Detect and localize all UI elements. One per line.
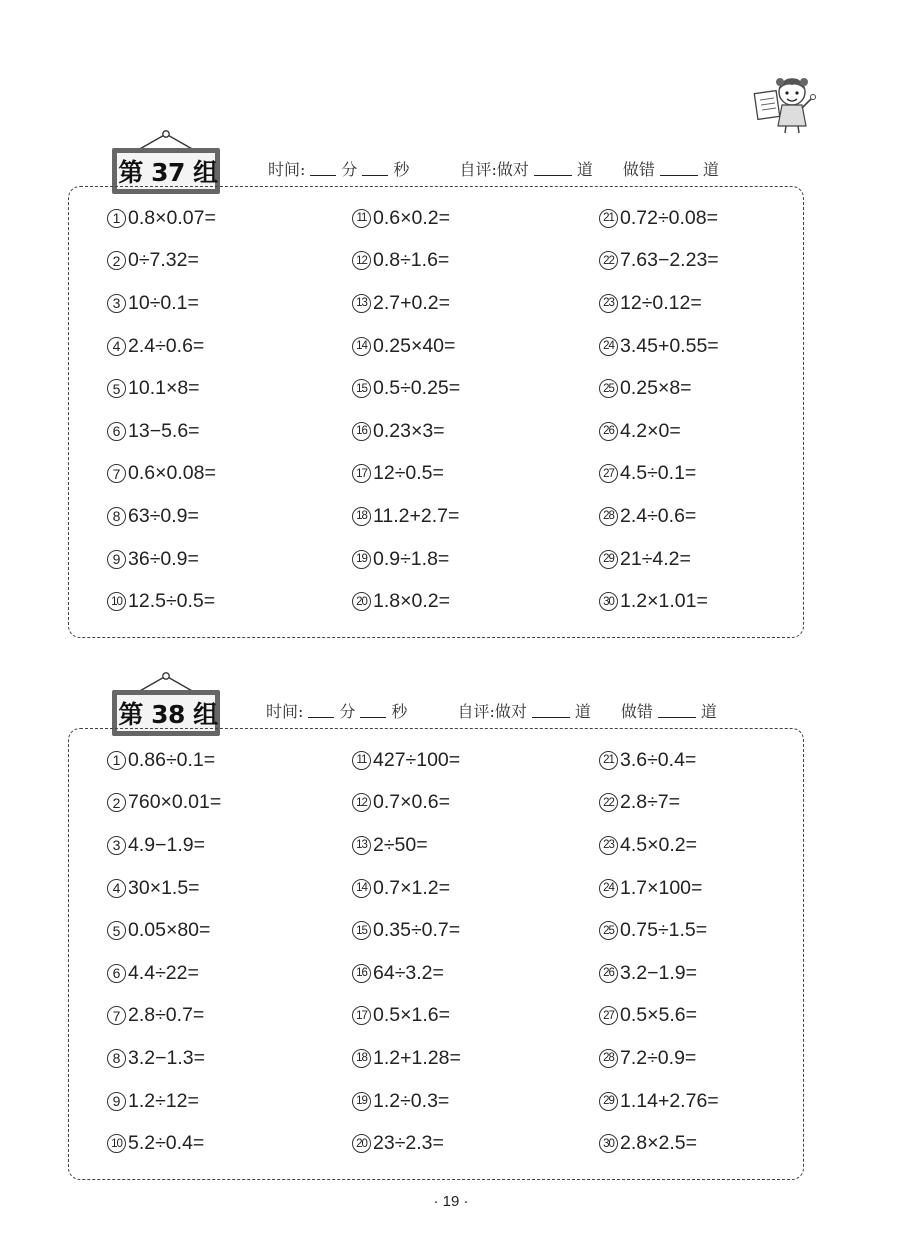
problem-expression: 0.5×5.6= bbox=[620, 1004, 697, 1027]
seconds-blank[interactable] bbox=[362, 161, 388, 176]
problem-number: 2 bbox=[107, 793, 126, 812]
problem-number: 2 bbox=[107, 251, 126, 270]
problem-number: 8 bbox=[107, 1049, 126, 1068]
problem-number: 15 bbox=[352, 921, 371, 940]
problem-item bbox=[107, 580, 216, 623]
problem-expression: 0.8÷1.6= bbox=[373, 249, 450, 272]
problem-expression: 3.45+0.55= bbox=[620, 334, 719, 357]
problem-item bbox=[352, 867, 461, 910]
correct-count-blank[interactable] bbox=[532, 703, 570, 718]
minutes-blank[interactable] bbox=[310, 161, 336, 176]
problem-item bbox=[599, 909, 719, 952]
problem-number: 8 bbox=[107, 507, 126, 526]
problem-number: 26 bbox=[599, 964, 618, 983]
problem-number: 25 bbox=[599, 921, 618, 940]
problem-item bbox=[352, 538, 460, 581]
problem-number: 7 bbox=[107, 1006, 126, 1025]
problem-number: 26 bbox=[599, 422, 618, 441]
problem-column bbox=[352, 197, 460, 623]
group-title: 第 38 组 bbox=[118, 700, 218, 729]
problem-number: 15 bbox=[352, 379, 371, 398]
header-line bbox=[266, 696, 717, 724]
problem-expression: 7.2÷0.9= bbox=[620, 1046, 697, 1069]
problem-expression: 1.7×100= bbox=[620, 876, 703, 899]
wrong-unit-label: 道 bbox=[700, 701, 717, 721]
problem-number: 14 bbox=[352, 879, 371, 898]
problem-item bbox=[599, 240, 719, 283]
problem-number: 12 bbox=[352, 251, 371, 270]
problem-expression: 0.72÷0.08= bbox=[620, 206, 718, 229]
problem-expression: 23÷2.3= bbox=[373, 1132, 444, 1155]
seconds-blank[interactable] bbox=[360, 703, 386, 718]
wrong-label: 做错 bbox=[620, 701, 653, 721]
problem-item bbox=[107, 1080, 221, 1123]
problem-expression: 4.9−1.9= bbox=[128, 833, 205, 856]
problems-box bbox=[68, 728, 804, 1180]
time-label: 时间: bbox=[266, 701, 304, 721]
problem-expression: 0.5×1.6= bbox=[373, 1004, 450, 1027]
problem-expression: 1.2×1.01= bbox=[620, 590, 708, 613]
problem-number: 28 bbox=[599, 1049, 618, 1068]
problem-expression: 0.23×3= bbox=[373, 419, 445, 442]
problem-number: 16 bbox=[352, 964, 371, 983]
problem-number: 3 bbox=[107, 836, 126, 855]
problem-expression: 30×1.5= bbox=[128, 876, 200, 899]
problem-expression: 0.25×8= bbox=[620, 377, 692, 400]
problem-column bbox=[599, 197, 719, 623]
problem-column bbox=[599, 739, 719, 1165]
problem-expression: 3.6÷0.4= bbox=[620, 748, 697, 771]
problem-item bbox=[599, 867, 719, 910]
problem-expression: 11.2+2.7= bbox=[373, 504, 460, 527]
problem-expression: 4.4÷22= bbox=[128, 961, 199, 984]
problem-number: 30 bbox=[599, 592, 618, 611]
problem-number: 11 bbox=[352, 751, 371, 770]
problem-number: 3 bbox=[107, 294, 126, 313]
correct-unit-label: 道 bbox=[574, 701, 591, 721]
problem-expression: 0.05×80= bbox=[128, 919, 211, 942]
problem-expression: 1.14+2.76= bbox=[620, 1089, 719, 1112]
problem-expression: 1.2+1.28= bbox=[373, 1046, 461, 1069]
problem-number: 10 bbox=[107, 592, 126, 611]
group-title: 第 37 组 bbox=[118, 158, 218, 187]
problem-expression: 0.7×0.6= bbox=[373, 791, 450, 814]
problem-item bbox=[599, 995, 719, 1038]
seconds-label: 秒 bbox=[393, 159, 410, 179]
problem-item bbox=[352, 909, 461, 952]
problem-expression: 2.8÷7= bbox=[620, 791, 681, 814]
problem-number: 11 bbox=[352, 209, 371, 228]
self-eval-label: 自评:做对 bbox=[459, 159, 529, 179]
problem-expression: 0.5÷0.25= bbox=[373, 377, 461, 400]
time-label: 时间: bbox=[268, 159, 306, 179]
wrong-unit-label: 道 bbox=[702, 159, 719, 179]
problem-expression: 0.7×1.2= bbox=[373, 876, 450, 899]
problem-column bbox=[107, 739, 221, 1165]
problem-item bbox=[107, 495, 216, 538]
problem-item bbox=[107, 782, 221, 825]
problem-expression: 63÷0.9= bbox=[128, 504, 199, 527]
problem-item bbox=[107, 867, 221, 910]
problem-expression: 0.75÷1.5= bbox=[620, 919, 708, 942]
problem-number: 18 bbox=[352, 507, 371, 526]
problem-number: 17 bbox=[352, 1006, 371, 1025]
problem-item bbox=[599, 1122, 719, 1165]
problem-expression: 3.2−1.3= bbox=[128, 1046, 205, 1069]
minutes-label: 分 bbox=[341, 159, 358, 179]
problem-item bbox=[599, 410, 719, 453]
problem-column bbox=[107, 197, 216, 623]
problem-item bbox=[599, 538, 719, 581]
problem-expression: 4.2×0= bbox=[620, 419, 681, 442]
problem-number: 16 bbox=[352, 422, 371, 441]
problem-item bbox=[352, 739, 461, 782]
problem-item bbox=[352, 995, 461, 1038]
problem-item bbox=[107, 410, 216, 453]
problem-number: 13 bbox=[352, 294, 371, 313]
problem-item bbox=[352, 282, 460, 325]
problem-expression: 0.86÷0.1= bbox=[128, 748, 216, 771]
problem-expression: 12÷0.5= bbox=[373, 462, 444, 485]
problem-expression: 4.5×0.2= bbox=[620, 833, 697, 856]
problem-expression: 2.4÷0.6= bbox=[620, 504, 697, 527]
problem-item bbox=[352, 367, 460, 410]
problem-expression: 2.4÷0.6= bbox=[128, 334, 205, 357]
minutes-label: 分 bbox=[339, 701, 356, 721]
problem-item bbox=[599, 1080, 719, 1123]
problem-expression: 2.8×2.5= bbox=[620, 1132, 697, 1155]
exercise-group-38 bbox=[68, 670, 806, 1182]
problem-expression: 1.2÷12= bbox=[128, 1089, 199, 1112]
problem-number: 24 bbox=[599, 879, 618, 898]
problem-item bbox=[352, 453, 460, 496]
problem-item bbox=[107, 1122, 221, 1165]
problem-number: 17 bbox=[352, 464, 371, 483]
problem-number: 9 bbox=[107, 1092, 126, 1111]
problem-item bbox=[107, 739, 221, 782]
problem-expression: 0.6×0.08= bbox=[128, 462, 216, 485]
problem-item bbox=[107, 1037, 221, 1080]
problem-item bbox=[352, 824, 461, 867]
problem-number: 1 bbox=[107, 209, 126, 228]
problem-number: 12 bbox=[352, 793, 371, 812]
problem-item bbox=[107, 909, 221, 952]
problem-item bbox=[352, 952, 461, 995]
problem-expression: 21÷4.2= bbox=[620, 547, 691, 570]
problem-number: 7 bbox=[107, 464, 126, 483]
problem-item bbox=[107, 197, 216, 240]
problem-expression: 0÷7.32= bbox=[128, 249, 199, 272]
problem-expression: 10.1×8= bbox=[128, 377, 200, 400]
problem-item bbox=[352, 1037, 461, 1080]
problem-expression: 0.35÷0.7= bbox=[373, 919, 461, 942]
problem-expression: 2÷50= bbox=[373, 833, 428, 856]
problem-item bbox=[352, 1080, 461, 1123]
problem-number: 27 bbox=[599, 464, 618, 483]
problem-expression: 3.2−1.9= bbox=[620, 961, 697, 984]
problem-number: 14 bbox=[352, 337, 371, 356]
problem-number: 22 bbox=[599, 793, 618, 812]
problem-item bbox=[107, 952, 221, 995]
correct-unit-label: 道 bbox=[576, 159, 593, 179]
problem-number: 20 bbox=[352, 1134, 371, 1153]
problem-expression: 13−5.6= bbox=[128, 419, 200, 442]
problem-expression: 1.8×0.2= bbox=[373, 590, 450, 613]
problem-item bbox=[107, 538, 216, 581]
problem-expression: 5.2÷0.4= bbox=[128, 1132, 205, 1155]
problem-item bbox=[599, 580, 719, 623]
header-line bbox=[268, 154, 719, 182]
problem-expression: 12.5÷0.5= bbox=[128, 590, 216, 613]
problem-number: 21 bbox=[599, 751, 618, 770]
problem-item bbox=[107, 453, 216, 496]
problem-expression: 7.63−2.23= bbox=[620, 249, 719, 272]
problem-number: 5 bbox=[107, 379, 126, 398]
problem-number: 22 bbox=[599, 251, 618, 270]
problem-number: 24 bbox=[599, 337, 618, 356]
problem-item bbox=[107, 240, 216, 283]
problem-item bbox=[599, 739, 719, 782]
problem-number: 28 bbox=[599, 507, 618, 526]
wrong-count-blank[interactable] bbox=[660, 161, 698, 176]
problem-item bbox=[352, 240, 460, 283]
problem-item bbox=[352, 197, 460, 240]
problem-expression: 427÷100= bbox=[373, 748, 461, 771]
problem-item bbox=[352, 580, 460, 623]
problem-number: 9 bbox=[107, 550, 126, 569]
seconds-label: 秒 bbox=[391, 701, 408, 721]
problem-number: 25 bbox=[599, 379, 618, 398]
problem-item bbox=[352, 325, 460, 368]
problem-number: 29 bbox=[599, 550, 618, 569]
problem-item bbox=[107, 325, 216, 368]
problem-number: 20 bbox=[352, 592, 371, 611]
problem-number: 18 bbox=[352, 1049, 371, 1068]
problem-item bbox=[599, 367, 719, 410]
minutes-blank[interactable] bbox=[308, 703, 334, 718]
correct-count-blank[interactable] bbox=[534, 161, 572, 176]
mascot-illustration bbox=[752, 70, 822, 134]
problem-item bbox=[107, 824, 221, 867]
problem-expression: 0.6×0.2= bbox=[373, 206, 450, 229]
problem-expression: 12÷0.12= bbox=[620, 291, 702, 314]
problem-item bbox=[599, 1037, 719, 1080]
problem-number: 4 bbox=[107, 879, 126, 898]
problem-number: 23 bbox=[599, 836, 618, 855]
problem-number: 19 bbox=[352, 550, 371, 569]
problem-number: 4 bbox=[107, 337, 126, 356]
problem-item bbox=[599, 824, 719, 867]
problems-box bbox=[68, 186, 804, 638]
problem-item bbox=[599, 495, 719, 538]
problem-expression: 760×0.01= bbox=[128, 791, 222, 814]
problem-number: 21 bbox=[599, 209, 618, 228]
problem-item bbox=[599, 282, 719, 325]
problem-item bbox=[352, 410, 460, 453]
problem-expression: 0.8×0.07= bbox=[128, 206, 216, 229]
problem-column bbox=[352, 739, 461, 1165]
exercise-group-37 bbox=[68, 128, 806, 640]
page-number: · 19 · bbox=[433, 1193, 469, 1210]
problem-item bbox=[599, 782, 719, 825]
problem-item bbox=[352, 1122, 461, 1165]
problem-expression: 2.7+0.2= bbox=[373, 291, 450, 314]
problem-number: 1 bbox=[107, 751, 126, 770]
problem-number: 27 bbox=[599, 1006, 618, 1025]
problem-item bbox=[599, 325, 719, 368]
problem-item bbox=[107, 367, 216, 410]
problem-number: 30 bbox=[599, 1134, 618, 1153]
problem-item bbox=[352, 782, 461, 825]
problem-number: 29 bbox=[599, 1092, 618, 1111]
problem-expression: 0.9÷1.8= bbox=[373, 547, 450, 570]
problem-item bbox=[599, 453, 719, 496]
problem-item bbox=[599, 952, 719, 995]
problem-expression: 64÷3.2= bbox=[373, 961, 444, 984]
problem-expression: 1.2÷0.3= bbox=[373, 1089, 450, 1112]
problem-expression: 10÷0.1= bbox=[128, 291, 199, 314]
problem-expression: 36÷0.9= bbox=[128, 547, 199, 570]
problem-expression: 2.8÷0.7= bbox=[128, 1004, 205, 1027]
problem-expression: 0.25×40= bbox=[373, 334, 456, 357]
problem-expression: 4.5÷0.1= bbox=[620, 462, 697, 485]
problem-number: 13 bbox=[352, 836, 371, 855]
problem-number: 6 bbox=[107, 422, 126, 441]
wrong-label: 做错 bbox=[622, 159, 655, 179]
problem-number: 6 bbox=[107, 964, 126, 983]
problem-item bbox=[599, 197, 719, 240]
problem-item bbox=[107, 995, 221, 1038]
problem-number: 5 bbox=[107, 921, 126, 940]
problem-number: 23 bbox=[599, 294, 618, 313]
problem-number: 10 bbox=[107, 1134, 126, 1153]
problem-item bbox=[352, 495, 460, 538]
problem-number: 19 bbox=[352, 1092, 371, 1111]
problem-item bbox=[107, 282, 216, 325]
self-eval-label: 自评:做对 bbox=[457, 701, 527, 721]
wrong-count-blank[interactable] bbox=[658, 703, 696, 718]
